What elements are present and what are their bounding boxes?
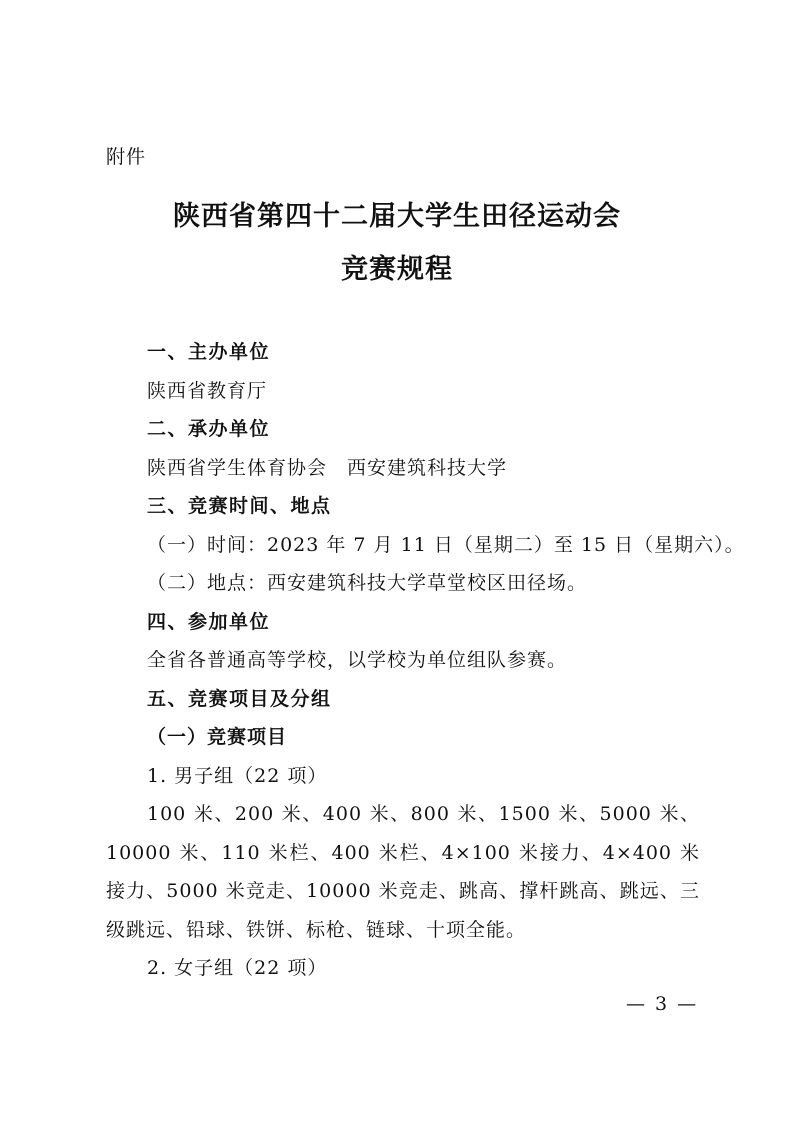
subsection-heading-events: （一）竞赛项目 bbox=[147, 726, 288, 748]
section-heading-participants: 四、参加单位 bbox=[147, 610, 271, 633]
section-heading-host: 二、承办单位 bbox=[147, 418, 271, 440]
section-heading-events: 五、竞赛项目及分组 bbox=[147, 687, 332, 710]
section-text-participants: 全省各普通高等学校，以学校为单位组队参赛。 bbox=[147, 649, 568, 671]
section-heading-organizer: 一、主办单位 bbox=[147, 341, 271, 363]
document-body bbox=[106, 333, 745, 988]
men-group-label: 1. 男子组（22 项） bbox=[147, 764, 328, 787]
men-events-list: 100 米、200 米、400 米、800 米、1500 米、5000 米、10000 米、110 米栏、400 米栏、4×100 米接力、4×400 米接力、5000 米竞走、10000 米竞走、跳高、撑杆跳高、跳远、三级跳远、铅球、铁饼、标枪、链球、十项全能。 bbox=[106, 803, 700, 941]
section-item-place: （二）地点：西安建筑科技大学草堂校区田径场。 bbox=[147, 572, 588, 594]
section-text-host: 陕西省学生体育协会 西安建筑科技大学 bbox=[147, 456, 508, 479]
section-heading-time-place: 三、竞赛时间、地点 bbox=[147, 495, 332, 517]
women-group-label: 2. 女子组（22 项） bbox=[147, 957, 328, 979]
attachment-label: 附件 bbox=[106, 146, 147, 168]
section-text-organizer: 陕西省教育厅 bbox=[147, 379, 268, 402]
page-number: — 3 — bbox=[626, 993, 699, 1015]
document-title-line1: 陕西省第四十二届大学生田径运动会 bbox=[173, 201, 621, 232]
section-item-time: （一）时间：2023 年 7 月 11 日（星期二）至 15 日（星期六）。 bbox=[147, 533, 745, 556]
document-title-line2: 竞赛规程 bbox=[341, 254, 453, 285]
